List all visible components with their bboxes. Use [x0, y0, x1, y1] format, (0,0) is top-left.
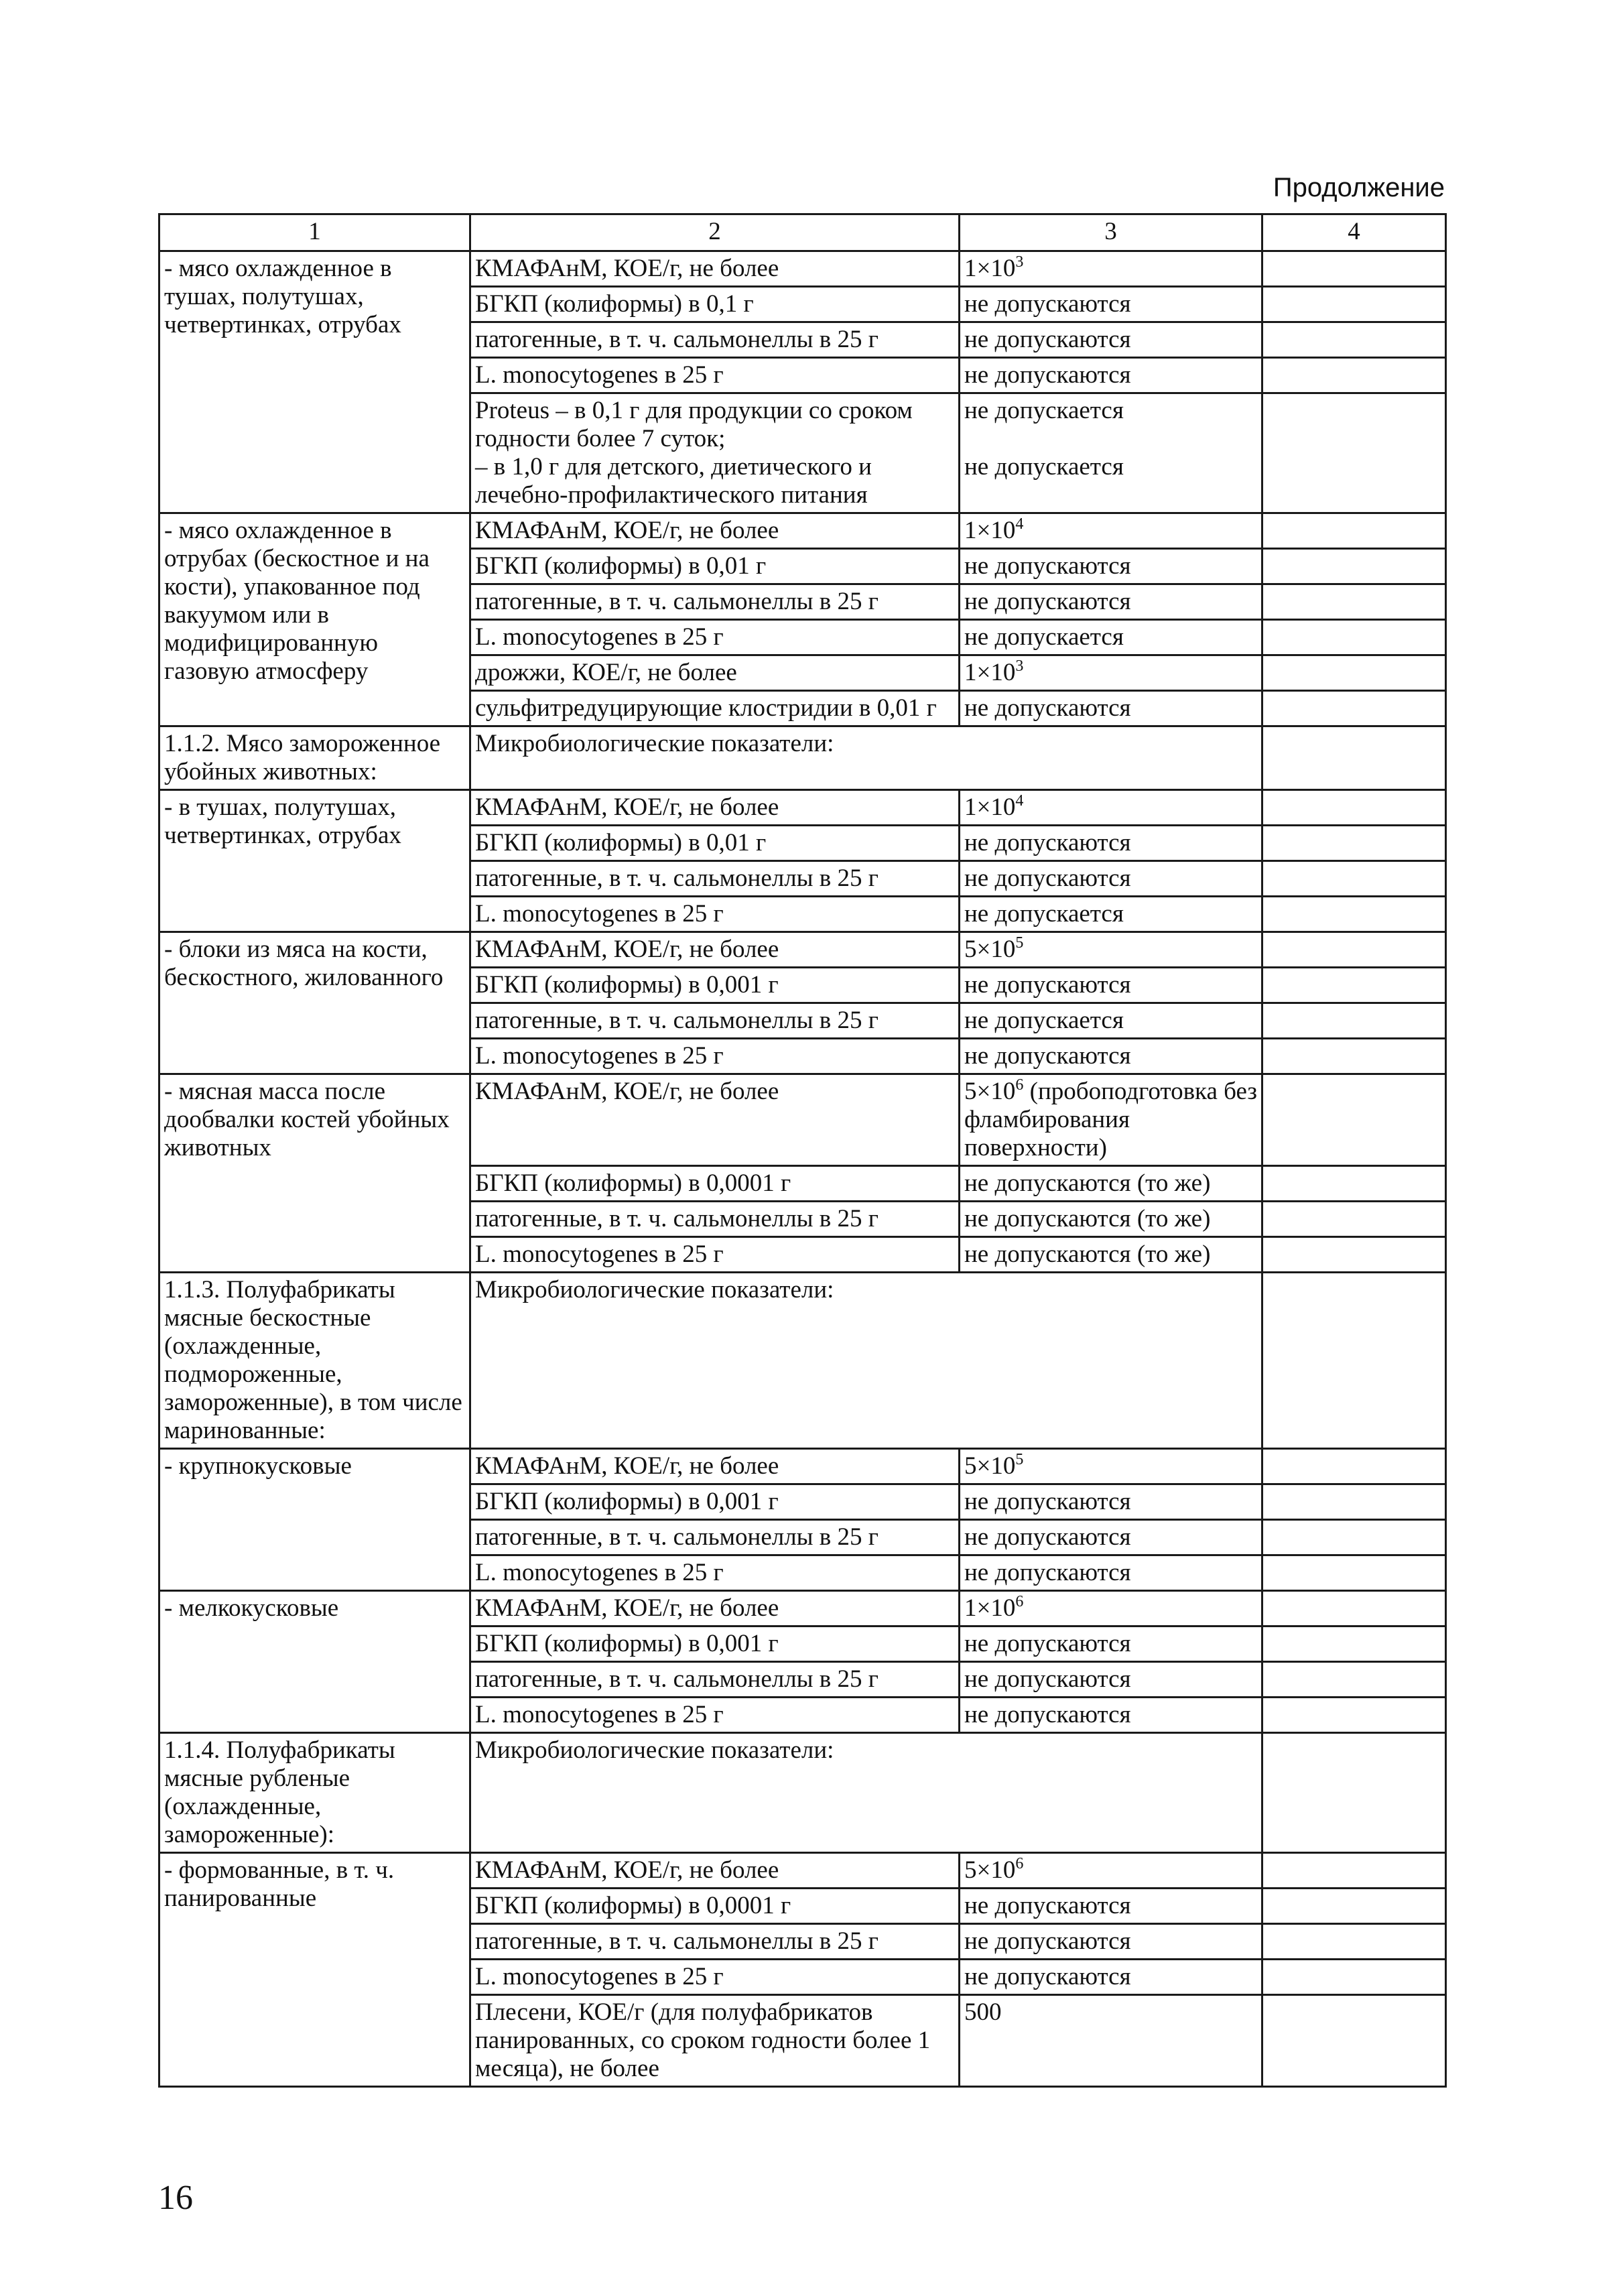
note-cell	[1262, 1237, 1446, 1273]
section-heading-indicator: Микробиологические показатели:	[470, 726, 1262, 790]
note-cell	[1262, 726, 1446, 790]
norm-base: 1×10	[964, 793, 1016, 821]
indicator-cell: Плесени, КОЕ/г (для полуфабрикатов панированных, со сроком годности более 1 месяца), не более	[470, 1995, 960, 2087]
norm-cell: не допускаются	[960, 1627, 1262, 1662]
proteus-indicator-1: Proteus – в 0,1 г для продукции со сроком годности более 7 суток;	[475, 397, 913, 452]
column-number-4: 4	[1262, 214, 1446, 251]
note-cell	[1262, 513, 1446, 549]
note-cell	[1262, 584, 1446, 620]
norm-cell	[960, 1853, 1262, 1889]
note-cell	[1262, 1449, 1446, 1484]
indicator-cell: КМАФАнМ, КОЕ/г, не более	[470, 1591, 960, 1627]
norm-base: 5×10	[964, 1856, 1016, 1884]
section-heading-product: 1.1.2. Мясо замороженное убойных животных:	[159, 726, 470, 790]
norm-cell: не допускаются	[960, 1039, 1262, 1074]
column-number-1: 1	[159, 214, 470, 251]
product-cell: - в тушах, полутушах, четвертинках, отрубах	[159, 790, 470, 932]
norm-cell: не допускаются (то же)	[960, 1237, 1262, 1273]
norm-base: 5×10	[964, 1452, 1016, 1480]
indicator-cell: БГКП (колиформы) в 0,001 г	[470, 968, 960, 1003]
column-number-2: 2	[470, 214, 960, 251]
indicator-cell: L. monocytogenes в 25 г	[470, 1039, 960, 1074]
norm-cell: не допускаются	[960, 1484, 1262, 1520]
norm-cell	[960, 1074, 1262, 1166]
norm-cell: не допускаются	[960, 1662, 1262, 1698]
product-cell: - мясо охлажденное в тушах, полутушах, четвертинках, отрубах	[159, 251, 470, 513]
note-cell	[1262, 968, 1446, 1003]
proteus-norm-2: не допускается	[964, 453, 1124, 481]
indicator-cell: патогенные, в т. ч. сальмонеллы в 25 г	[470, 1520, 960, 1555]
indicator-cell: КМАФАнМ, КОЕ/г, не более	[470, 932, 960, 968]
note-cell	[1262, 1924, 1446, 1960]
column-number-3: 3	[960, 214, 1262, 251]
norm-cell: не допускаются	[960, 584, 1262, 620]
indicator-cell: патогенные, в т. ч. сальмонеллы в 25 г	[470, 322, 960, 358]
indicator-cell: БГКП (колиформы) в 0,001 г	[470, 1484, 960, 1520]
norm-cell	[960, 1591, 1262, 1627]
norm-cell: не допускаются	[960, 358, 1262, 393]
norm-base: 1×10	[964, 659, 1016, 686]
indicator-cell: КМАФАнМ, КОЕ/г, не более	[470, 1449, 960, 1484]
norm-note: (пробоподготовка без фламбирования поверхности)	[964, 1078, 1257, 1161]
table-row	[159, 513, 1446, 549]
note-cell	[1262, 549, 1446, 584]
table-header-row	[159, 214, 1446, 251]
norm-cell: не допускаются	[960, 1960, 1262, 1995]
indicator-cell: БГКП (колиформы) в 0,01 г	[470, 549, 960, 584]
norm-exponent: 6	[1015, 1076, 1024, 1094]
norm-exponent: 4	[1015, 792, 1024, 810]
note-cell	[1262, 287, 1446, 322]
indicator-cell: патогенные, в т. ч. сальмонеллы в 25 г	[470, 861, 960, 897]
norm-cell: не допускаются (то же)	[960, 1166, 1262, 1202]
norm-cell: не допускаются	[960, 549, 1262, 584]
product-cell: - мясная масса после дообвалки костей убойных животных	[159, 1074, 470, 1273]
note-cell	[1262, 1627, 1446, 1662]
norm-cell: 500	[960, 1995, 1262, 2087]
norm-base: 1×10	[964, 1594, 1016, 1622]
section-heading-product: 1.1.3. Полуфабрикаты мясные бескостные (охлажденные, подмороженные, замороженные), в том числе маринованные:	[159, 1273, 470, 1449]
continuation-label: Продолжение	[1273, 173, 1445, 202]
norm-cell: не допускаются	[960, 861, 1262, 897]
table-row	[159, 932, 1446, 968]
indicator-cell: патогенные, в т. ч. сальмонеллы в 25 г	[470, 1003, 960, 1039]
section-heading-indicator: Микробиологические показатели:	[470, 1733, 1262, 1853]
norm-base: 1×10	[964, 517, 1016, 544]
indicator-cell: КМАФАнМ, КОЕ/г, не более	[470, 790, 960, 826]
table-row	[159, 1074, 1446, 1166]
norm-cell	[960, 932, 1262, 968]
note-cell	[1262, 932, 1446, 968]
indicator-cell: L. monocytogenes в 25 г	[470, 1960, 960, 1995]
note-cell	[1262, 1003, 1446, 1039]
note-cell	[1262, 620, 1446, 655]
norm-cell: не допускается	[960, 897, 1262, 932]
indicator-cell: L. monocytogenes в 25 г	[470, 358, 960, 393]
norm-cell	[960, 655, 1262, 691]
section-heading-product: 1.1.4. Полуфабрикаты мясные рубленые (охлажденные, замороженные):	[159, 1733, 470, 1853]
norm-cell: не допускаются	[960, 826, 1262, 861]
norm-cell: не допускаются	[960, 1698, 1262, 1733]
norm-exponent: 5	[1015, 934, 1024, 952]
note-cell	[1262, 1960, 1446, 1995]
indicator-cell: БГКП (колиформы) в 0,0001 г	[470, 1889, 960, 1924]
indicator-cell: КМАФАнМ, КОЕ/г, не более	[470, 513, 960, 549]
note-cell	[1262, 826, 1446, 861]
proteus-norm-1: не допускается	[964, 397, 1124, 424]
indicator-cell: БГКП (колиформы) в 0,1 г	[470, 287, 960, 322]
page-number: 16	[158, 2179, 193, 2217]
note-cell	[1262, 1520, 1446, 1555]
norm-cell: не допускаются	[960, 287, 1262, 322]
norm-cell	[960, 513, 1262, 549]
norm-cell: не допускаются	[960, 1924, 1262, 1960]
note-cell	[1262, 251, 1446, 287]
indicator-cell: патогенные, в т. ч. сальмонеллы в 25 г	[470, 1202, 960, 1237]
norm-exponent: 3	[1015, 657, 1024, 675]
note-cell	[1262, 393, 1446, 513]
note-cell	[1262, 1853, 1446, 1889]
norm-exponent: 6	[1015, 1855, 1024, 1872]
note-cell	[1262, 691, 1446, 726]
indicator-cell: БГКП (колиформы) в 0,001 г	[470, 1627, 960, 1662]
norm-cell: не допускается	[960, 620, 1262, 655]
norm-base: 5×10	[964, 1078, 1016, 1105]
note-cell	[1262, 1733, 1446, 1853]
indicator-cell: L. monocytogenes в 25 г	[470, 1237, 960, 1273]
section-heading-row	[159, 1273, 1446, 1449]
norm-base: 5×10	[964, 936, 1016, 963]
note-cell	[1262, 1889, 1446, 1924]
product-cell: - мясо охлажденное в отрубах (бескостное и на кости), упакованное под вакуумом или в модифицированную газовую атмосферу	[159, 513, 470, 726]
microbiology-table	[158, 213, 1447, 2088]
indicator-cell: КМАФАнМ, КОЕ/г, не более	[470, 1853, 960, 1889]
table-row	[159, 790, 1446, 826]
note-cell	[1262, 1202, 1446, 1237]
product-cell: - формованные, в т. ч. панированные	[159, 1853, 470, 2087]
norm-cell: не допускаются	[960, 322, 1262, 358]
norm-cell: не допускаются	[960, 691, 1262, 726]
section-heading-indicator: Микробиологические показатели:	[470, 1273, 1262, 1449]
note-cell	[1262, 1662, 1446, 1698]
norm-exponent: 4	[1015, 515, 1024, 533]
indicator-cell	[470, 393, 960, 513]
indicator-cell: БГКП (колиформы) в 0,01 г	[470, 826, 960, 861]
table-row	[159, 251, 1446, 287]
note-cell	[1262, 1555, 1446, 1591]
table-row	[159, 1853, 1446, 1889]
indicator-cell: КМАФАнМ, КОЕ/г, не более	[470, 1074, 960, 1166]
note-cell	[1262, 655, 1446, 691]
note-cell	[1262, 1591, 1446, 1627]
product-cell: - крупнокусковые	[159, 1449, 470, 1591]
note-cell	[1262, 1273, 1446, 1449]
norm-cell: не допускаются (то же)	[960, 1202, 1262, 1237]
norm-cell	[960, 1449, 1262, 1484]
norm-cell	[960, 251, 1262, 287]
indicator-cell: дрожжи, КОЕ/г, не более	[470, 655, 960, 691]
indicator-cell: L. monocytogenes в 25 г	[470, 897, 960, 932]
proteus-indicator-2: – в 1,0 г для детского, диетического и лечебно-профилактического питания	[475, 453, 872, 509]
indicator-cell: патогенные, в т. ч. сальмонеллы в 25 г	[470, 1662, 960, 1698]
norm-cell: не допускаются	[960, 968, 1262, 1003]
table-row	[159, 1449, 1446, 1484]
norm-exponent: 3	[1015, 253, 1024, 271]
norm-exponent: 6	[1015, 1593, 1024, 1610]
note-cell	[1262, 322, 1446, 358]
norm-cell	[960, 393, 1262, 513]
norm-cell: не допускаются	[960, 1520, 1262, 1555]
note-cell	[1262, 790, 1446, 826]
note-cell	[1262, 861, 1446, 897]
norm-cell: не допускаются	[960, 1555, 1262, 1591]
note-cell	[1262, 1995, 1446, 2087]
note-cell	[1262, 1074, 1446, 1166]
indicator-cell: L. monocytogenes в 25 г	[470, 620, 960, 655]
note-cell	[1262, 1166, 1446, 1202]
section-heading-row	[159, 1733, 1446, 1853]
table-row	[159, 1591, 1446, 1627]
note-cell	[1262, 1039, 1446, 1074]
product-cell: - мелкокусковые	[159, 1591, 470, 1733]
indicator-cell: БГКП (колиформы) в 0,0001 г	[470, 1166, 960, 1202]
indicator-cell: патогенные, в т. ч. сальмонеллы в 25 г	[470, 584, 960, 620]
norm-cell	[960, 790, 1262, 826]
section-heading-row	[159, 726, 1446, 790]
norm-cell: не допускаются	[960, 1889, 1262, 1924]
norm-cell: не допускается	[960, 1003, 1262, 1039]
indicator-cell: патогенные, в т. ч. сальмонеллы в 25 г	[470, 1924, 960, 1960]
indicator-cell: сульфитредуцирующие клостридии в 0,01 г	[470, 691, 960, 726]
product-cell: - блоки из мяса на кости, бескостного, жилованного	[159, 932, 470, 1074]
note-cell	[1262, 897, 1446, 932]
norm-base: 1×10	[964, 255, 1016, 282]
indicator-cell: КМАФАнМ, КОЕ/г, не более	[470, 251, 960, 287]
note-cell	[1262, 1484, 1446, 1520]
indicator-cell: L. monocytogenes в 25 г	[470, 1698, 960, 1733]
note-cell	[1262, 358, 1446, 393]
norm-exponent: 5	[1015, 1451, 1024, 1468]
note-cell	[1262, 1698, 1446, 1733]
indicator-cell: L. monocytogenes в 25 г	[470, 1555, 960, 1591]
